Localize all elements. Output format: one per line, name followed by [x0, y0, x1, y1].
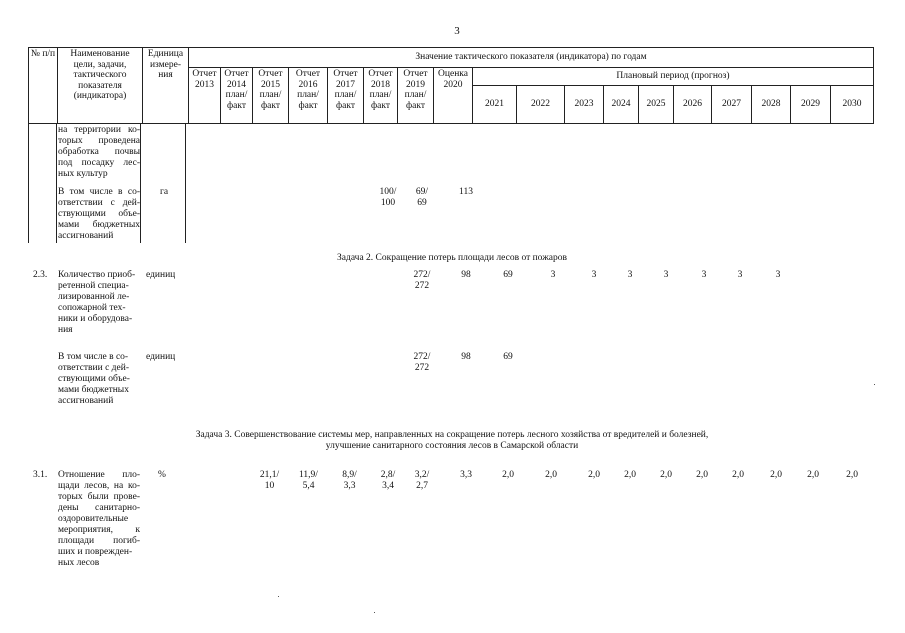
- scan-speck: [278, 596, 279, 597]
- header-table: [28, 47, 874, 124]
- plan-year-2022: 2022: [517, 85, 565, 123]
- plan-year-2026: 2026: [674, 85, 712, 123]
- header-year-2013: Отчет 2013: [189, 68, 221, 124]
- header-col-name: Наименование цели, задачи, тактического показателя (индикатора): [58, 48, 143, 124]
- body-border-name: [140, 123, 141, 243]
- header-year-2019: Отчет 2019 план/ факт: [398, 68, 434, 124]
- header-year-2014: Отчет 2014 план/ факт: [221, 68, 253, 124]
- body-border-num: [56, 123, 57, 243]
- plan-year-2021: 2021: [473, 85, 517, 123]
- scan-speck: [874, 384, 875, 385]
- plan-year-2027: 2027: [712, 85, 752, 123]
- header-col-unit: Единица измере-ния: [143, 48, 189, 124]
- header-plan-period: Плановый период (прогноз) 2021 2022 2023 2024 2025 2026 2027 2028 2029 2030: [473, 68, 874, 124]
- plan-year-2030: 2030: [842, 99, 862, 109]
- header-year-2017: Отчет 2017 план/ факт: [328, 68, 364, 124]
- header-col-values: Значение тактического показателя (индикатора) по годам: [189, 48, 874, 68]
- task-3-heading-line2: улучшение санитарного состояния лесов в Самарской области: [325, 441, 579, 451]
- body-border-left: [28, 123, 29, 243]
- plan-year-2023: 2023: [565, 85, 604, 123]
- task-3-heading-line1: Задача 3. Совершенствование системы мер, направленных на сокращение потерь лесного хозяйства от вредителей и болезней,: [195, 430, 709, 440]
- header-year-2015: Отчет 2015 план/ факт: [253, 68, 289, 124]
- plan-year-2024: 2024: [604, 85, 639, 123]
- plan-year-2029: 2029: [791, 85, 831, 123]
- body-border-unit: [185, 123, 186, 243]
- page-number: 3: [454, 25, 460, 37]
- header-year-2016: Отчет 2016 план/ факт: [289, 68, 328, 124]
- header-year-2018: Отчет 2018 план/ факт: [364, 68, 398, 124]
- header-year-2020: Оценка 2020: [434, 68, 473, 124]
- scan-speck: [374, 612, 375, 613]
- header-col-num: № п/п: [29, 48, 58, 124]
- task-2-heading: Задача 2. Сокращение потерь площади лесов от пожаров: [337, 253, 567, 263]
- plan-year-2028: 2028: [752, 85, 791, 123]
- plan-year-2025: 2025: [639, 85, 674, 123]
